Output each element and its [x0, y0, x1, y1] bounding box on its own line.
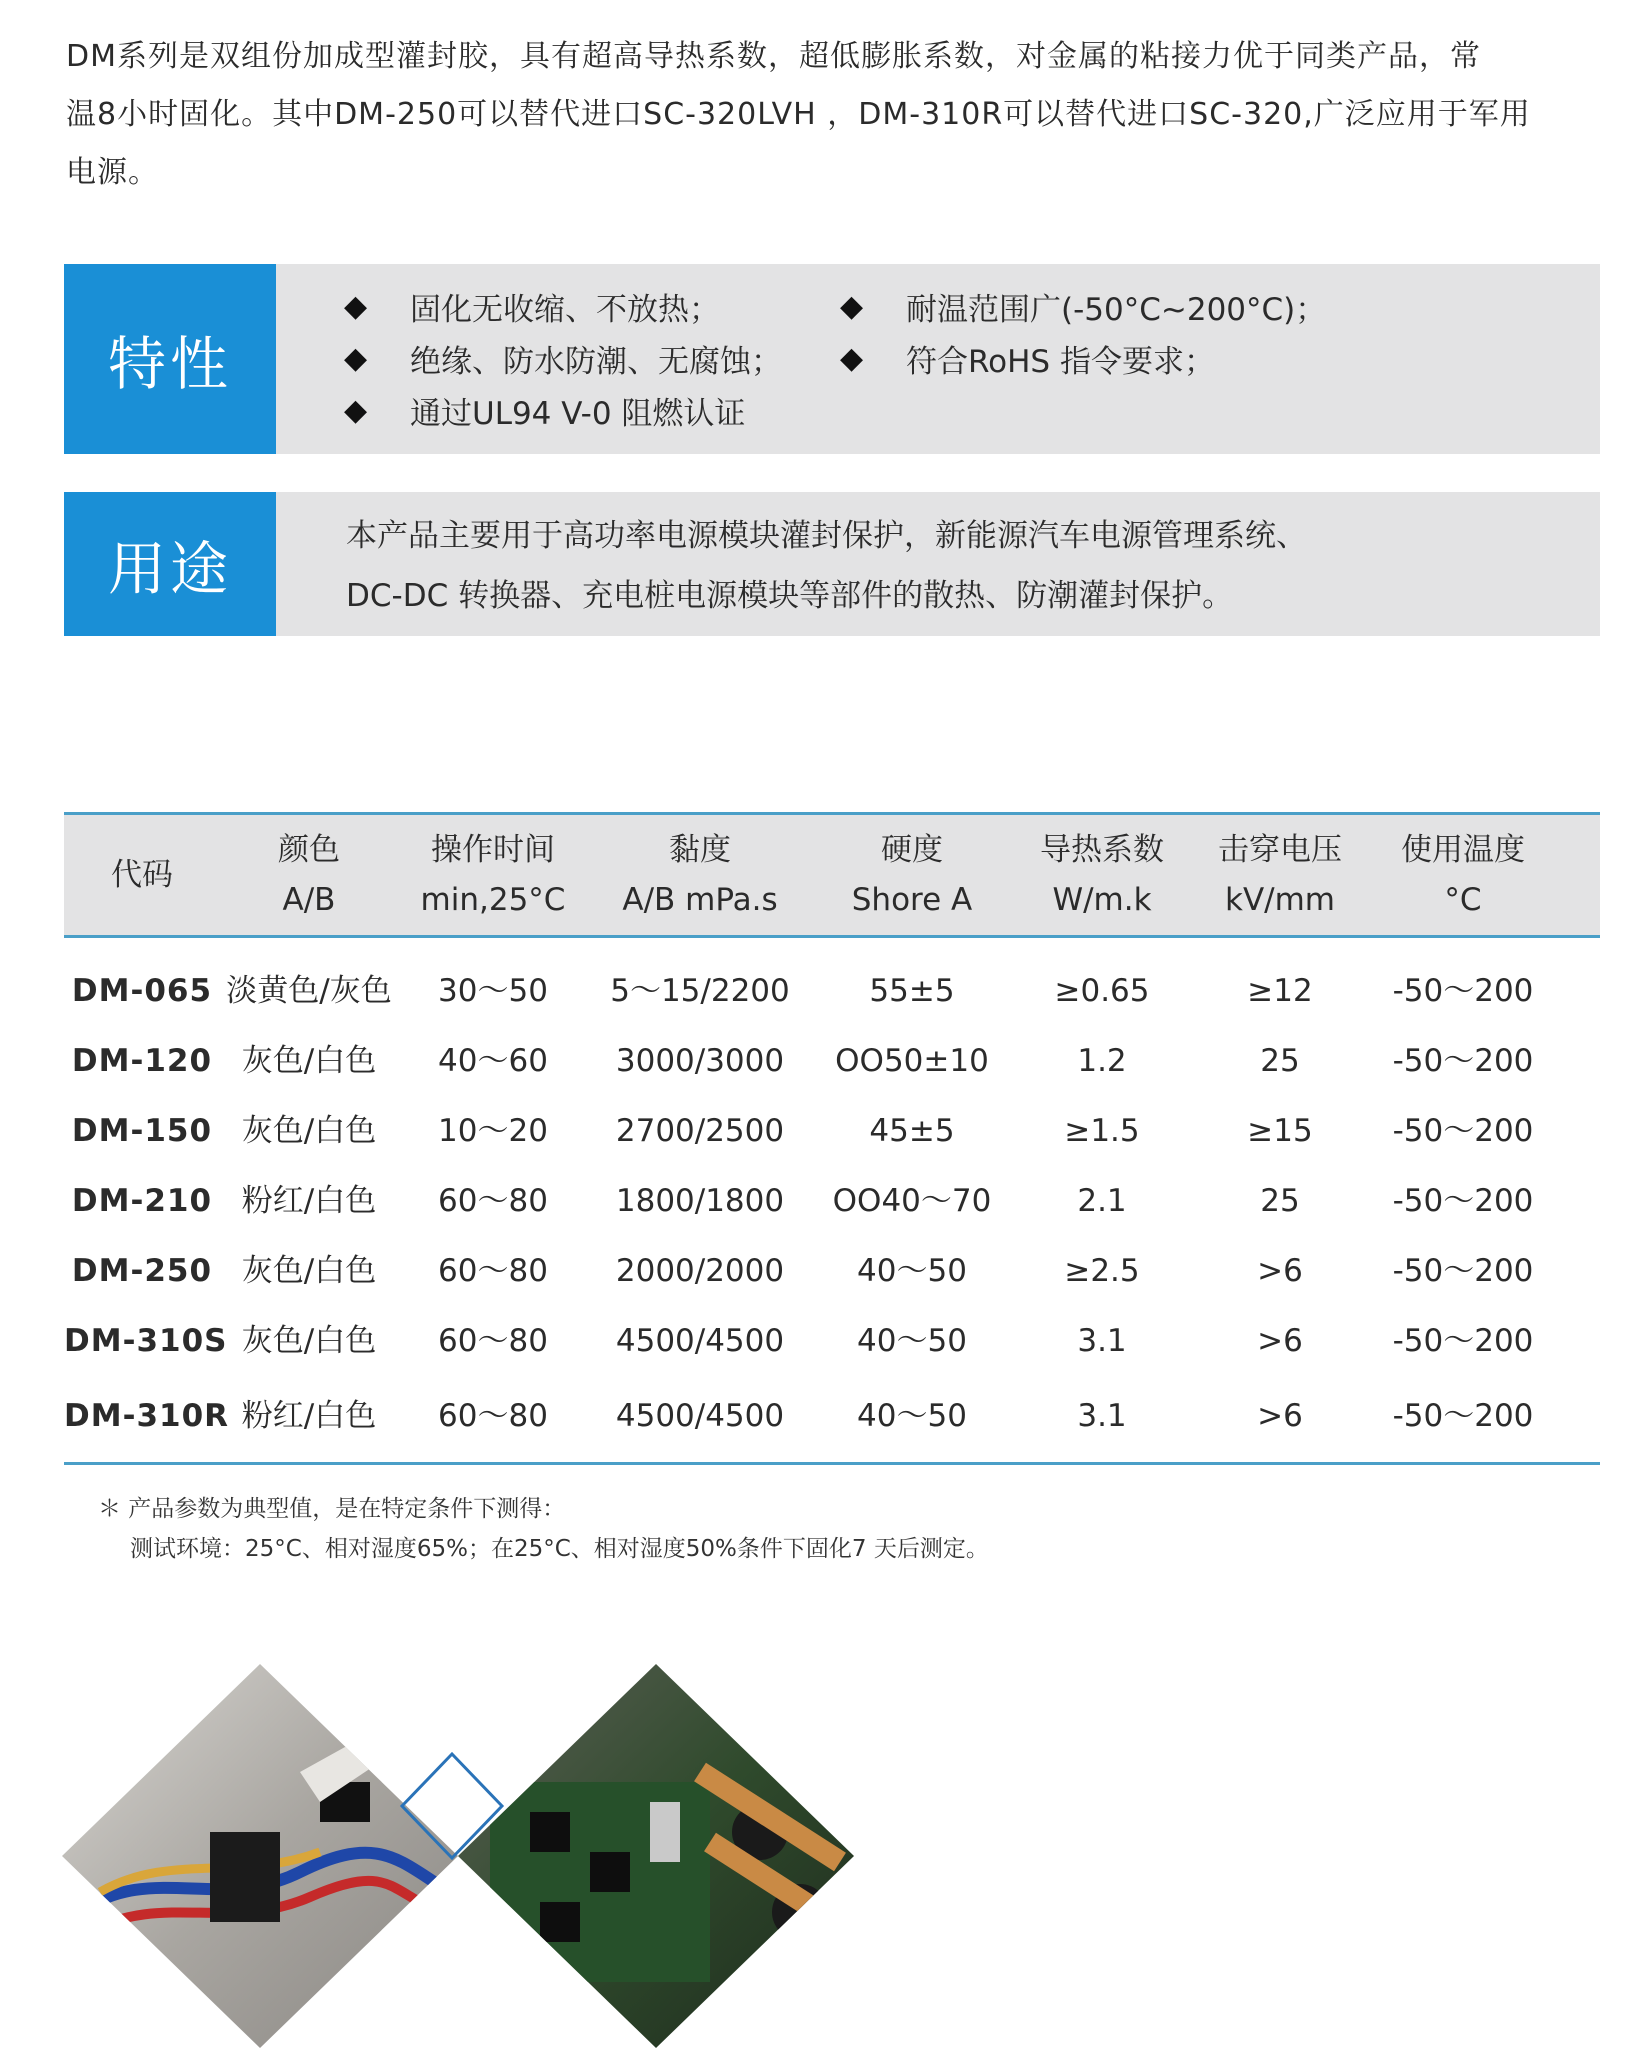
cell-temperature: -50～200 [1392, 1113, 1534, 1149]
product-photos [60, 1662, 860, 2050]
cell-viscosity: 2700/2500 [615, 1113, 785, 1149]
cell-code: DM-310R [64, 1398, 230, 1434]
feature-item [344, 388, 745, 433]
cell-code: DM-120 [71, 1043, 213, 1079]
cell-hardness: 55±5 [869, 973, 955, 1009]
feature-text: 耐温范围广(-50°C~200°C)； [906, 292, 1327, 328]
table-body [64, 956, 1600, 1452]
header-breakdown-voltage: 击穿电压 kV/mm [1218, 832, 1342, 918]
cell-viscosity: 3000/3000 [615, 1043, 785, 1079]
table-row [64, 956, 1600, 1026]
spec-table [64, 812, 1600, 1465]
table-bottom-rule [64, 1452, 1600, 1465]
cell-color: 灰色/白色 [241, 1043, 377, 1079]
feature-text: 符合RoHS 指令要求； [906, 344, 1215, 380]
usage-line-2: DC-DC 转换器、充电桩电源模块等部件的散热、防潮灌封保护。 [346, 578, 1234, 614]
cell-viscosity: 4500/4500 [615, 1323, 785, 1359]
intro-line-1: DM系列是双组份加成型灌封胶，具有超高导热系数，超低膨胀系数，对金属的粘接力优于同类产品，常 [66, 39, 1481, 74]
header-hardness: 硬度 Shore A [851, 832, 973, 918]
cell-thermal-conductivity: 3.1 [1077, 1323, 1127, 1359]
diamond-bullet-icon: ◆ [344, 341, 368, 376]
note-line-1: ＊ 产品参数为典型值，是在特定条件下测得： [98, 1496, 566, 1522]
cell-breakdown-voltage: ≥15 [1247, 1113, 1313, 1149]
table-row [64, 1026, 1600, 1096]
cell-working-time: 10～20 [438, 1113, 548, 1149]
cell-breakdown-voltage: ≥12 [1247, 973, 1313, 1009]
cell-hardness: OO40～70 [832, 1183, 992, 1219]
cell-thermal-conductivity: 3.1 [1077, 1398, 1127, 1434]
header-thermal-conductivity: 导热系数 W/m.k [1040, 832, 1164, 918]
cell-working-time: 60～80 [438, 1323, 548, 1359]
cell-color: 粉红/白色 [241, 1183, 377, 1219]
diamond-bullet-icon: ◆ [840, 289, 864, 324]
cell-code: DM-310S [64, 1323, 228, 1359]
diamond-bullet-icon: ◆ [840, 341, 864, 376]
cell-hardness: 40～50 [857, 1253, 967, 1289]
cell-viscosity: 5～15/2200 [610, 973, 790, 1009]
table-row [64, 1236, 1600, 1306]
cell-temperature: -50～200 [1392, 1043, 1534, 1079]
cell-viscosity: 2000/2000 [615, 1253, 785, 1289]
feature-text: 通过UL94 V-0 阻燃认证 [410, 396, 746, 432]
power-module-photo-2 [458, 1664, 854, 2048]
cell-thermal-conductivity: ≥0.65 [1054, 973, 1150, 1009]
cell-hardness: 40～50 [857, 1398, 967, 1434]
table-row [64, 1306, 1600, 1376]
table-row [64, 1166, 1600, 1236]
usage-tag: 用途 [64, 492, 276, 636]
cell-viscosity: 4500/4500 [615, 1398, 785, 1434]
cell-color: 粉红/白色 [241, 1398, 377, 1434]
intro-paragraph [66, 28, 1606, 202]
cell-thermal-conductivity: ≥1.5 [1064, 1113, 1140, 1149]
cell-viscosity: 1800/1800 [615, 1183, 785, 1219]
diamond-bullet-icon: ◆ [344, 393, 368, 428]
cell-hardness: OO50±10 [835, 1043, 989, 1079]
cell-working-time: 30～50 [438, 973, 548, 1009]
cell-color: 灰色/白色 [241, 1323, 377, 1359]
cell-color: 淡黄色/灰色 [226, 973, 392, 1009]
features-band [64, 264, 1600, 454]
header-code: 代码 [111, 857, 173, 893]
cell-temperature: -50～200 [1392, 1183, 1534, 1219]
feature-item [344, 336, 782, 381]
header-working-time: 操作时间 min,25°C [420, 832, 566, 918]
intro-line-2: 温8小时固化。其中DM-250可以替代进口SC-320LVH ，DM-310R可以替代进口SC-320,广泛应用于军用 [66, 97, 1531, 132]
note-line-2: 测试环境：25°C、相对湿度65%；在25°C、相对湿度50%条件下固化7 天后测定。 [130, 1536, 989, 1562]
cell-breakdown-voltage: 25 [1260, 1183, 1300, 1219]
table-row [64, 1376, 1600, 1452]
cell-breakdown-voltage: >6 [1257, 1253, 1303, 1289]
cell-code: DM-065 [71, 973, 213, 1009]
cell-color: 灰色/白色 [241, 1113, 377, 1149]
cell-temperature: -50～200 [1392, 1253, 1534, 1289]
cell-working-time: 40～60 [438, 1043, 548, 1079]
cell-working-time: 60～80 [438, 1253, 548, 1289]
feature-item [840, 284, 1326, 329]
usage-band [64, 492, 1600, 636]
cell-breakdown-voltage: >6 [1257, 1323, 1303, 1359]
cell-temperature: -50～200 [1392, 1323, 1534, 1359]
cell-breakdown-voltage: 25 [1260, 1043, 1300, 1079]
cell-thermal-conductivity: 1.2 [1077, 1043, 1127, 1079]
feature-item [344, 284, 720, 329]
cell-temperature: -50～200 [1392, 973, 1534, 1009]
table-row [64, 1096, 1600, 1166]
feature-text: 固化无收缩、不放热； [410, 292, 720, 328]
header-viscosity: 黏度 A/B mPa.s [622, 832, 778, 918]
diamond-bullet-icon: ◆ [344, 289, 368, 324]
table-header [64, 812, 1600, 938]
cell-code: DM-250 [71, 1253, 213, 1289]
feature-item [840, 336, 1215, 381]
cell-breakdown-voltage: >6 [1257, 1398, 1303, 1434]
header-temperature: 使用温度 °C [1401, 832, 1525, 918]
cell-hardness: 45±5 [869, 1113, 955, 1149]
cell-working-time: 60～80 [438, 1398, 548, 1434]
cell-thermal-conductivity: 2.1 [1077, 1183, 1127, 1219]
feature-text: 绝缘、防水防潮、无腐蚀； [410, 344, 782, 380]
features-tag: 特性 [64, 264, 276, 454]
cell-code: DM-210 [71, 1183, 213, 1219]
cell-thermal-conductivity: ≥2.5 [1064, 1253, 1140, 1289]
intro-line-3: 电源。 [66, 155, 159, 190]
cell-temperature: -50～200 [1392, 1398, 1534, 1434]
usage-line-1: 本产品主要用于高功率电源模块灌封保护，新能源汽车电源管理系统、 [346, 518, 1307, 554]
cell-code: DM-150 [71, 1113, 213, 1149]
cell-working-time: 60～80 [438, 1183, 548, 1219]
cell-hardness: 40～50 [857, 1323, 967, 1359]
power-module-photo-1 [62, 1664, 458, 2048]
cell-color: 灰色/白色 [241, 1253, 377, 1289]
header-color: 颜色 A/B [278, 832, 340, 918]
